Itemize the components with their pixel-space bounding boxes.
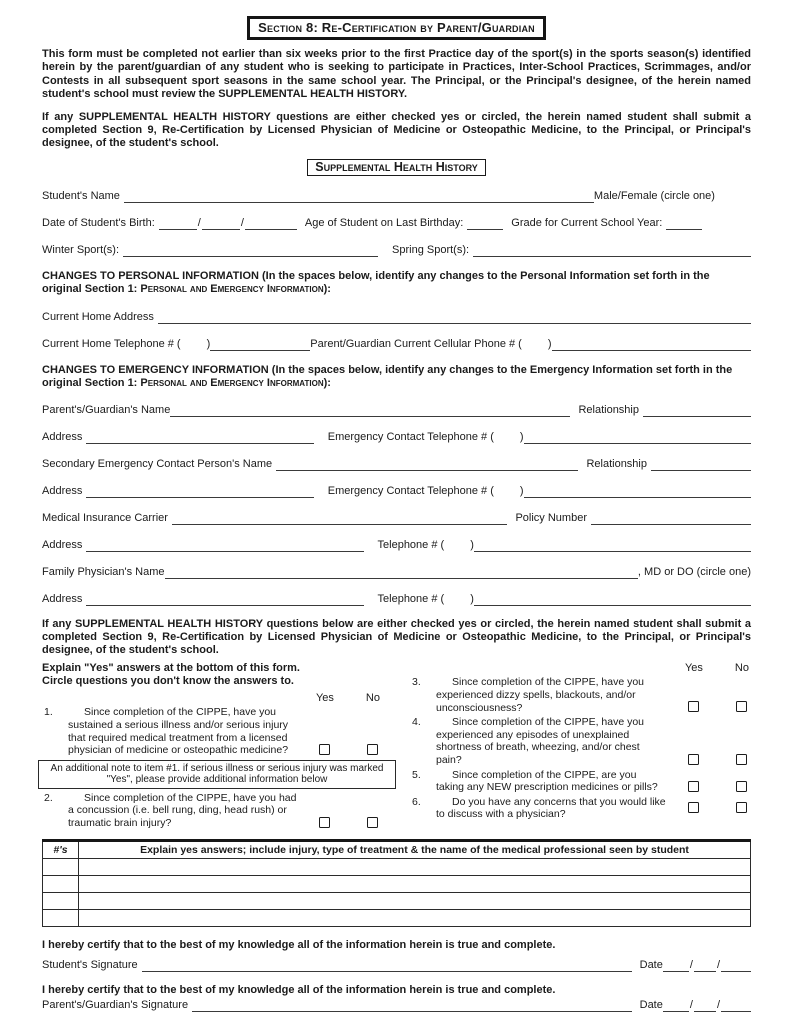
question-6-answers [669, 796, 765, 821]
insurance-row [42, 512, 751, 525]
question-2-answers [300, 792, 396, 830]
question-5 [410, 769, 765, 794]
explanation-row-2 [43, 875, 751, 892]
cell-phone-label: Parent/Guardian Current Cellular Phone # ( [310, 337, 522, 350]
question-1-no-checkbox[interactable] [367, 744, 378, 755]
question-2-no-checkbox[interactable] [367, 817, 378, 828]
grade-line[interactable] [666, 218, 702, 230]
address-row-2 [42, 485, 751, 498]
parent-date-slash-2: / [716, 998, 720, 1011]
address-label-1: Address [42, 431, 83, 444]
explanation-row-1-text-cell[interactable] [79, 858, 751, 875]
insurance-carrier-line[interactable] [172, 513, 508, 525]
changes-personal-heading [42, 270, 751, 297]
parent-date-label: Date [639, 998, 663, 1011]
question-1-number: 1. [44, 706, 53, 719]
address-line-3[interactable] [86, 540, 363, 552]
parent-certification-statement: I hereby certify that to the best of my knowledge all of the information herein is true and complete. [42, 983, 556, 996]
explanation-row-4-text-cell[interactable] [79, 909, 751, 926]
question-6-text: Do you have any concerns that you would like to discuss with a physician? [436, 795, 666, 821]
secondary-contact-row [42, 458, 751, 471]
winter-sport-line[interactable] [123, 245, 378, 257]
explanation-row-2-text-cell[interactable] [79, 875, 751, 892]
dob-day-line[interactable] [202, 218, 240, 230]
policy-number-line[interactable] [591, 513, 751, 525]
home-phone-close-paren: ) [206, 337, 211, 350]
dob-label: Date of Student's Birth: [42, 216, 155, 229]
question-4-number: 4. [412, 716, 421, 729]
subsection-header [42, 158, 751, 176]
changes-personal-heading-tail: ): [323, 283, 331, 296]
relationship-line-1[interactable] [643, 405, 751, 417]
explanation-row-3-number-cell[interactable] [43, 892, 79, 909]
question-4-answers [669, 716, 765, 766]
telephone-line-1[interactable] [474, 540, 751, 552]
winter-sport-label: Winter Sport(s): [42, 243, 120, 256]
address-row-3 [42, 539, 751, 552]
questions-intro-paragraph: If any SUPPLEMENTAL HEALTH HISTORY questions below are either checked yes or circled, the herein named student shall submit a completed Section 9, Re-Certification by Licensed Physician of Medicine or Osteopathic Medicine, to the Principal, or Principal's designee, of the student's school. [42, 618, 751, 657]
dob-slash-1: / [197, 216, 201, 229]
circle-instruction: Circle questions you don't know the answers to. [42, 675, 294, 688]
question-1 [42, 706, 396, 756]
explain-column-header: Explain yes answers; include injury, type of treatment & the name of the medical professional seen by student [79, 840, 751, 858]
explanation-table-header-row [43, 840, 751, 858]
intro-paragraph-1: This form must be completed not earlier than six weeks prior to the first Practice day of the sport(s) in the sports season(s) identified herein by the parent/guardian of any student who is seeking to participate in Practices, Inter-School Practices, Scrimmages, and/or Contests in all subsequent sport seasons in the same school year. The Principal, or the Principal's designee, of the herein named student's school must review the SUPPLEMENTAL HEALTH HISTORY. [42, 48, 751, 101]
student-name-line[interactable] [124, 191, 594, 203]
parent-name-label: Parent's/Guardian's Name [42, 404, 171, 417]
relationship-label-2: Relationship [586, 458, 647, 471]
student-name-row [42, 190, 751, 203]
yes-no-header-left [300, 692, 396, 704]
questions-left-column [42, 662, 396, 829]
question-5-number: 5. [412, 768, 421, 781]
parent-date-year-line[interactable] [721, 1000, 751, 1012]
question-5-no-checkbox[interactable] [736, 781, 747, 792]
student-date-day-line[interactable] [694, 960, 716, 972]
explanation-row-4-number-cell[interactable] [43, 909, 79, 926]
no-header-left: No [365, 692, 380, 705]
student-certification-statement: I hereby certify that to the best of my knowledge all of the information herein is true and complete. [42, 938, 556, 951]
parent-name-line[interactable] [170, 405, 570, 417]
telephone-label-2: Telephone # ( [377, 593, 445, 606]
yes-header-right: Yes [684, 662, 703, 675]
question-1-text: Since completion of the CIPPE, have you sustained a serious illness and/or serious injury that required medical treatment from a licensed physician of medicine or osteopathic medicine? [68, 706, 289, 757]
question-1-answers [300, 706, 396, 756]
explanation-table [42, 839, 751, 927]
question-4-yes-checkbox[interactable] [688, 754, 699, 765]
question-6-number: 6. [412, 795, 421, 808]
home-phone-label: Current Home Telephone # ( [42, 337, 181, 350]
student-date-slash-2: / [716, 958, 720, 971]
relationship-label-1: Relationship [578, 404, 639, 417]
emergency-phone-close-paren-2: ) [519, 485, 524, 498]
parent-date-month-line[interactable] [663, 1000, 689, 1012]
secondary-contact-label: Secondary Emergency Contact Person's Name [42, 458, 273, 471]
parent-signature-label: Parent's/Guardian's Signature [42, 998, 189, 1011]
spring-sport-line[interactable] [473, 245, 751, 257]
section-header [42, 16, 751, 40]
md-do-label[interactable]: , MD or DO (circle one) [637, 566, 751, 579]
changes-personal-heading-text: CHANGES TO PERSONAL INFORMATION (In the spaces below, identify any changes to the Personal Information set forth in the original Section 1: [42, 269, 710, 296]
explanation-row-3-text-cell[interactable] [79, 892, 751, 909]
changes-emergency-heading [42, 364, 751, 391]
emergency-phone-line-1[interactable] [524, 432, 751, 444]
no-header-right: No [734, 662, 749, 675]
dob-slash-2: / [240, 216, 244, 229]
emergency-phone-close-paren-1: ) [519, 431, 524, 444]
question-4-no-checkbox[interactable] [736, 754, 747, 765]
dob-year-line[interactable] [245, 218, 297, 230]
explanation-row-4 [43, 909, 751, 926]
student-signature-label: Student's Signature [42, 958, 138, 971]
dob-month-line[interactable] [159, 218, 197, 230]
parent-signature-row [42, 999, 751, 1012]
grade-label: Grade for Current School Year: [511, 216, 663, 229]
address-line-1[interactable] [86, 432, 313, 444]
intro-paragraph-2: If any SUPPLEMENTAL HEALTH HISTORY questions are either checked yes or circled, the herein named student shall submit a completed Section 9, Re-Certification by Licensed Physician of Medicine or Osteopathic Medicine, to the Principal, or Principal's designee, of the student's school. [42, 110, 751, 150]
student-signature-line[interactable] [142, 960, 632, 972]
parent-name-row [42, 404, 751, 417]
address-row-1 [42, 431, 751, 444]
changes-personal-heading-smallcaps: Personal and Emergency Information [140, 283, 324, 296]
question-2-text: Since completion of the CIPPE, have you had a concussion (i.e. bell rung, ding, head rush) or traumatic brain injury? [68, 791, 297, 830]
yes-header-left: Yes [315, 692, 334, 705]
subsection-title: Supplemental Health History [307, 159, 486, 176]
relationship-line-2[interactable] [651, 459, 751, 471]
telephone-close-paren-2: ) [470, 593, 474, 606]
question-6 [410, 796, 765, 821]
question-4-text: Since completion of the CIPPE, have you experienced any episodes of unexplained shortness of breath, wheezing, and/or chest pain? [436, 716, 645, 767]
student-signature-row [42, 959, 751, 972]
yes-no-header-right [669, 662, 765, 674]
question-6-yes-checkbox[interactable] [688, 802, 699, 813]
home-address-row [42, 311, 751, 324]
question-2-number: 2. [44, 791, 53, 804]
question-6-no-checkbox[interactable] [736, 802, 747, 813]
student-date-month-line[interactable] [663, 960, 689, 972]
student-date-slash-1: / [689, 958, 693, 971]
question-5-text: Since completion of the CIPPE, are you taking any NEW prescription medicines or pills? [436, 768, 658, 794]
secondary-contact-line[interactable] [276, 459, 578, 471]
question-1-yes-checkbox[interactable] [319, 744, 330, 755]
questions-area [42, 662, 751, 829]
question-3-answers [669, 676, 765, 714]
address-line-2[interactable] [86, 486, 313, 498]
address-row-4 [42, 593, 751, 606]
question-3-text: Since completion of the CIPPE, have you experienced dizzy spells, blackouts, and/or unconsciousness? [436, 676, 645, 714]
address-label-4: Address [42, 593, 83, 606]
family-physician-line[interactable] [165, 567, 638, 579]
question-3-number: 3. [412, 676, 421, 689]
telephone-line-2[interactable] [474, 594, 751, 606]
explain-instruction: Explain "Yes" answers at the bottom of this form. [42, 662, 300, 675]
section-title: Section 8: Re-Certification by Parent/Guardian [247, 16, 546, 40]
age-label: Age of Student on Last Birthday: [304, 216, 464, 229]
question-2 [42, 792, 396, 830]
sports-row [42, 244, 751, 257]
emergency-phone-line-2[interactable] [524, 486, 751, 498]
student-name-label: Student's Name [42, 189, 120, 202]
explanation-row-3 [43, 892, 751, 909]
parent-date-slash-1: / [689, 998, 693, 1011]
physician-row [42, 566, 751, 579]
questions-right-column [410, 662, 765, 829]
insurance-carrier-label: Medical Insurance Carrier [42, 512, 168, 525]
address-label-3: Address [42, 539, 83, 552]
home-phone-line[interactable] [210, 339, 310, 351]
parent-signature-line[interactable] [192, 1000, 632, 1012]
cell-phone-line[interactable] [552, 339, 751, 351]
changes-emergency-heading-tail: ): [323, 377, 331, 390]
spring-sport-label: Spring Sport(s): [392, 243, 470, 256]
family-physician-label: Family Physician's Name [42, 566, 165, 579]
changes-emergency-heading-text: CHANGES TO EMERGENCY INFORMATION (In the spaces below, identify any changes to the Emergency Information set forth in the original Section 1: [42, 363, 733, 390]
question-2-yes-checkbox[interactable] [319, 817, 330, 828]
explanation-row-1 [43, 858, 751, 875]
explanation-row-1-number-cell[interactable] [43, 858, 79, 875]
phones-row [42, 338, 751, 351]
emergency-phone-label-2: Emergency Contact Telephone # ( [327, 485, 494, 498]
question-5-answers [669, 769, 765, 794]
question-3 [410, 676, 765, 714]
policy-number-label: Policy Number [515, 512, 587, 525]
changes-emergency-heading-smallcaps: Personal and Emergency Information [140, 377, 324, 390]
telephone-close-paren-1: ) [470, 539, 474, 552]
item-1-note: An additional note to item #1. if serious illness or serious injury was marked "Yes", please provide additional information below [38, 760, 396, 789]
student-date-year-line[interactable] [721, 960, 751, 972]
telephone-label-1: Telephone # ( [377, 539, 445, 552]
explanation-row-2-number-cell[interactable] [43, 875, 79, 892]
home-address-line[interactable] [158, 312, 751, 324]
question-3-no-checkbox[interactable] [736, 701, 747, 712]
emergency-phone-label-1: Emergency Contact Telephone # ( [327, 431, 494, 444]
question-5-yes-checkbox[interactable] [688, 781, 699, 792]
age-line[interactable] [467, 218, 503, 230]
address-label-2: Address [42, 485, 83, 498]
number-column-header: #'s [43, 840, 79, 858]
home-address-label: Current Home Address [42, 310, 154, 323]
birthdate-row [42, 217, 751, 230]
parent-date-day-line[interactable] [694, 1000, 716, 1012]
cell-phone-close-paren: ) [547, 337, 552, 350]
question-4 [410, 716, 765, 766]
student-date-label: Date [639, 958, 663, 971]
male-female-label[interactable]: Male/Female (circle one) [593, 189, 715, 202]
address-line-4[interactable] [86, 594, 363, 606]
question-3-yes-checkbox[interactable] [688, 701, 699, 712]
